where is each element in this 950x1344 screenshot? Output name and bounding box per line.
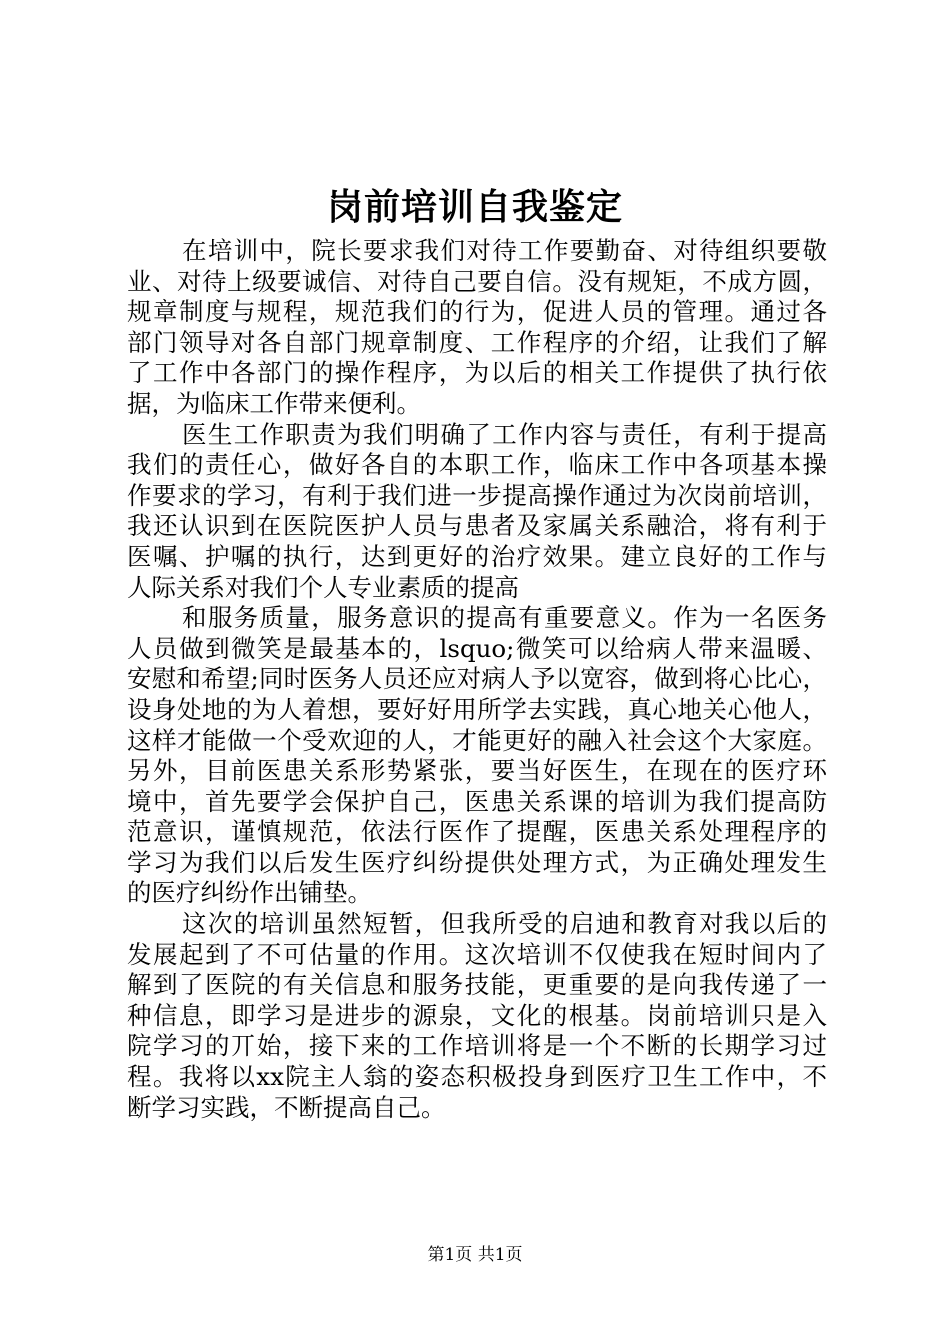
text-line: 解到了医院的有关信息和服务技能，更重要的是向我传递了一 <box>127 970 827 1000</box>
text-line: 学习为我们以后发生医疗纠纷提供处理方式，为正确处理发生 <box>127 847 827 877</box>
text-line: 我们的责任心，做好各自的本职工作，临床工作中各项基本操 <box>127 450 827 480</box>
text-line: 部门领导对各自部门规章制度、工作程序的介绍，让我们了解 <box>127 327 827 357</box>
text-line: 这样才能做一个受欢迎的人，才能更好的融入社会这个大家庭。 <box>127 725 827 755</box>
text-line: 了工作中各部门的操作程序，为以后的相关工作提供了执行依 <box>127 358 827 388</box>
text-line: 规章制度与规程，规范我们的行为，促进人员的管理。通过各 <box>127 297 827 327</box>
text-line: 安慰和希望;同时医务人员还应对病人予以宽容，做到将心比心， <box>127 664 827 694</box>
text-line: 业、对待上级要诚信、对待自己要自信。没有规矩，不成方圆， <box>127 266 827 296</box>
text-line: 范意识，谨慎规范，依法行医作了提醒，医患关系处理程序的 <box>127 817 827 847</box>
text-line: 我还认识到在医院医护人员与患者及家属关系融洽，将有利于 <box>127 511 827 541</box>
text-line: 在培训中，院长要求我们对待工作要勤奋、对待组织要敬 <box>182 236 827 265</box>
paragraph <box>127 420 827 604</box>
text-line: 断学习实践，不断提高自己。 <box>127 1092 446 1122</box>
text-line: 种信息，即学习是进步的源泉，文化的根基。岗前培训只是入 <box>127 1000 827 1030</box>
text-line: 和服务质量，服务意识的提高有重要意义。作为一名医务 <box>182 603 827 633</box>
text-line: 境中，首先要学会保护自己，医患关系课的培训为我们提高防 <box>127 786 827 816</box>
text-line: 另外，目前医患关系形势紧张，要当好医生，在现在的医疗环 <box>127 756 827 786</box>
text-line: 作要求的学习，有利于我们进一步提高操作通过为次岗前培训， <box>127 480 827 510</box>
page-footer: 第1页 共1页 <box>427 1245 523 1265</box>
text-line: 的医疗纠纷作出铺垫。 <box>127 878 372 908</box>
text-line: 医生工作职责为我们明确了工作内容与责任，有利于提高 <box>182 419 827 449</box>
text-line: 人员做到微笑是最基本的，lsquo;微笑可以给病人带来温暖、 <box>127 633 827 663</box>
text-line: 据，为临床工作带来便利。 <box>127 388 421 418</box>
paragraph <box>127 603 827 909</box>
text-line: 设身处地的为人着想，要好好用所学去实践，真心地关心他人， <box>127 694 827 724</box>
paragraph <box>127 236 827 420</box>
text-line: 发展起到了不可估量的作用。这次培训不仅使我在短时间内了 <box>127 939 827 969</box>
text-line: 人际关系对我们个人专业素质的提高 <box>127 572 519 602</box>
document-title: 岗前培训自我鉴定 <box>326 186 623 228</box>
text-line: 程。我将以xx院主人翁的姿态积极投身到医疗卫生工作中，不 <box>127 1062 827 1092</box>
text-line: 这次的培训虽然短暂，但我所受的启迪和教育对我以后的 <box>182 909 827 939</box>
text-line: 医嘱、护嘱的执行，达到更好的治疗效果。建立良好的工作与 <box>127 541 827 571</box>
paragraph <box>127 909 827 1123</box>
document-body <box>127 236 827 1123</box>
text-line: 院学习的丌始，接下来的工作培训将是一个不断的长期学习过 <box>127 1031 827 1061</box>
